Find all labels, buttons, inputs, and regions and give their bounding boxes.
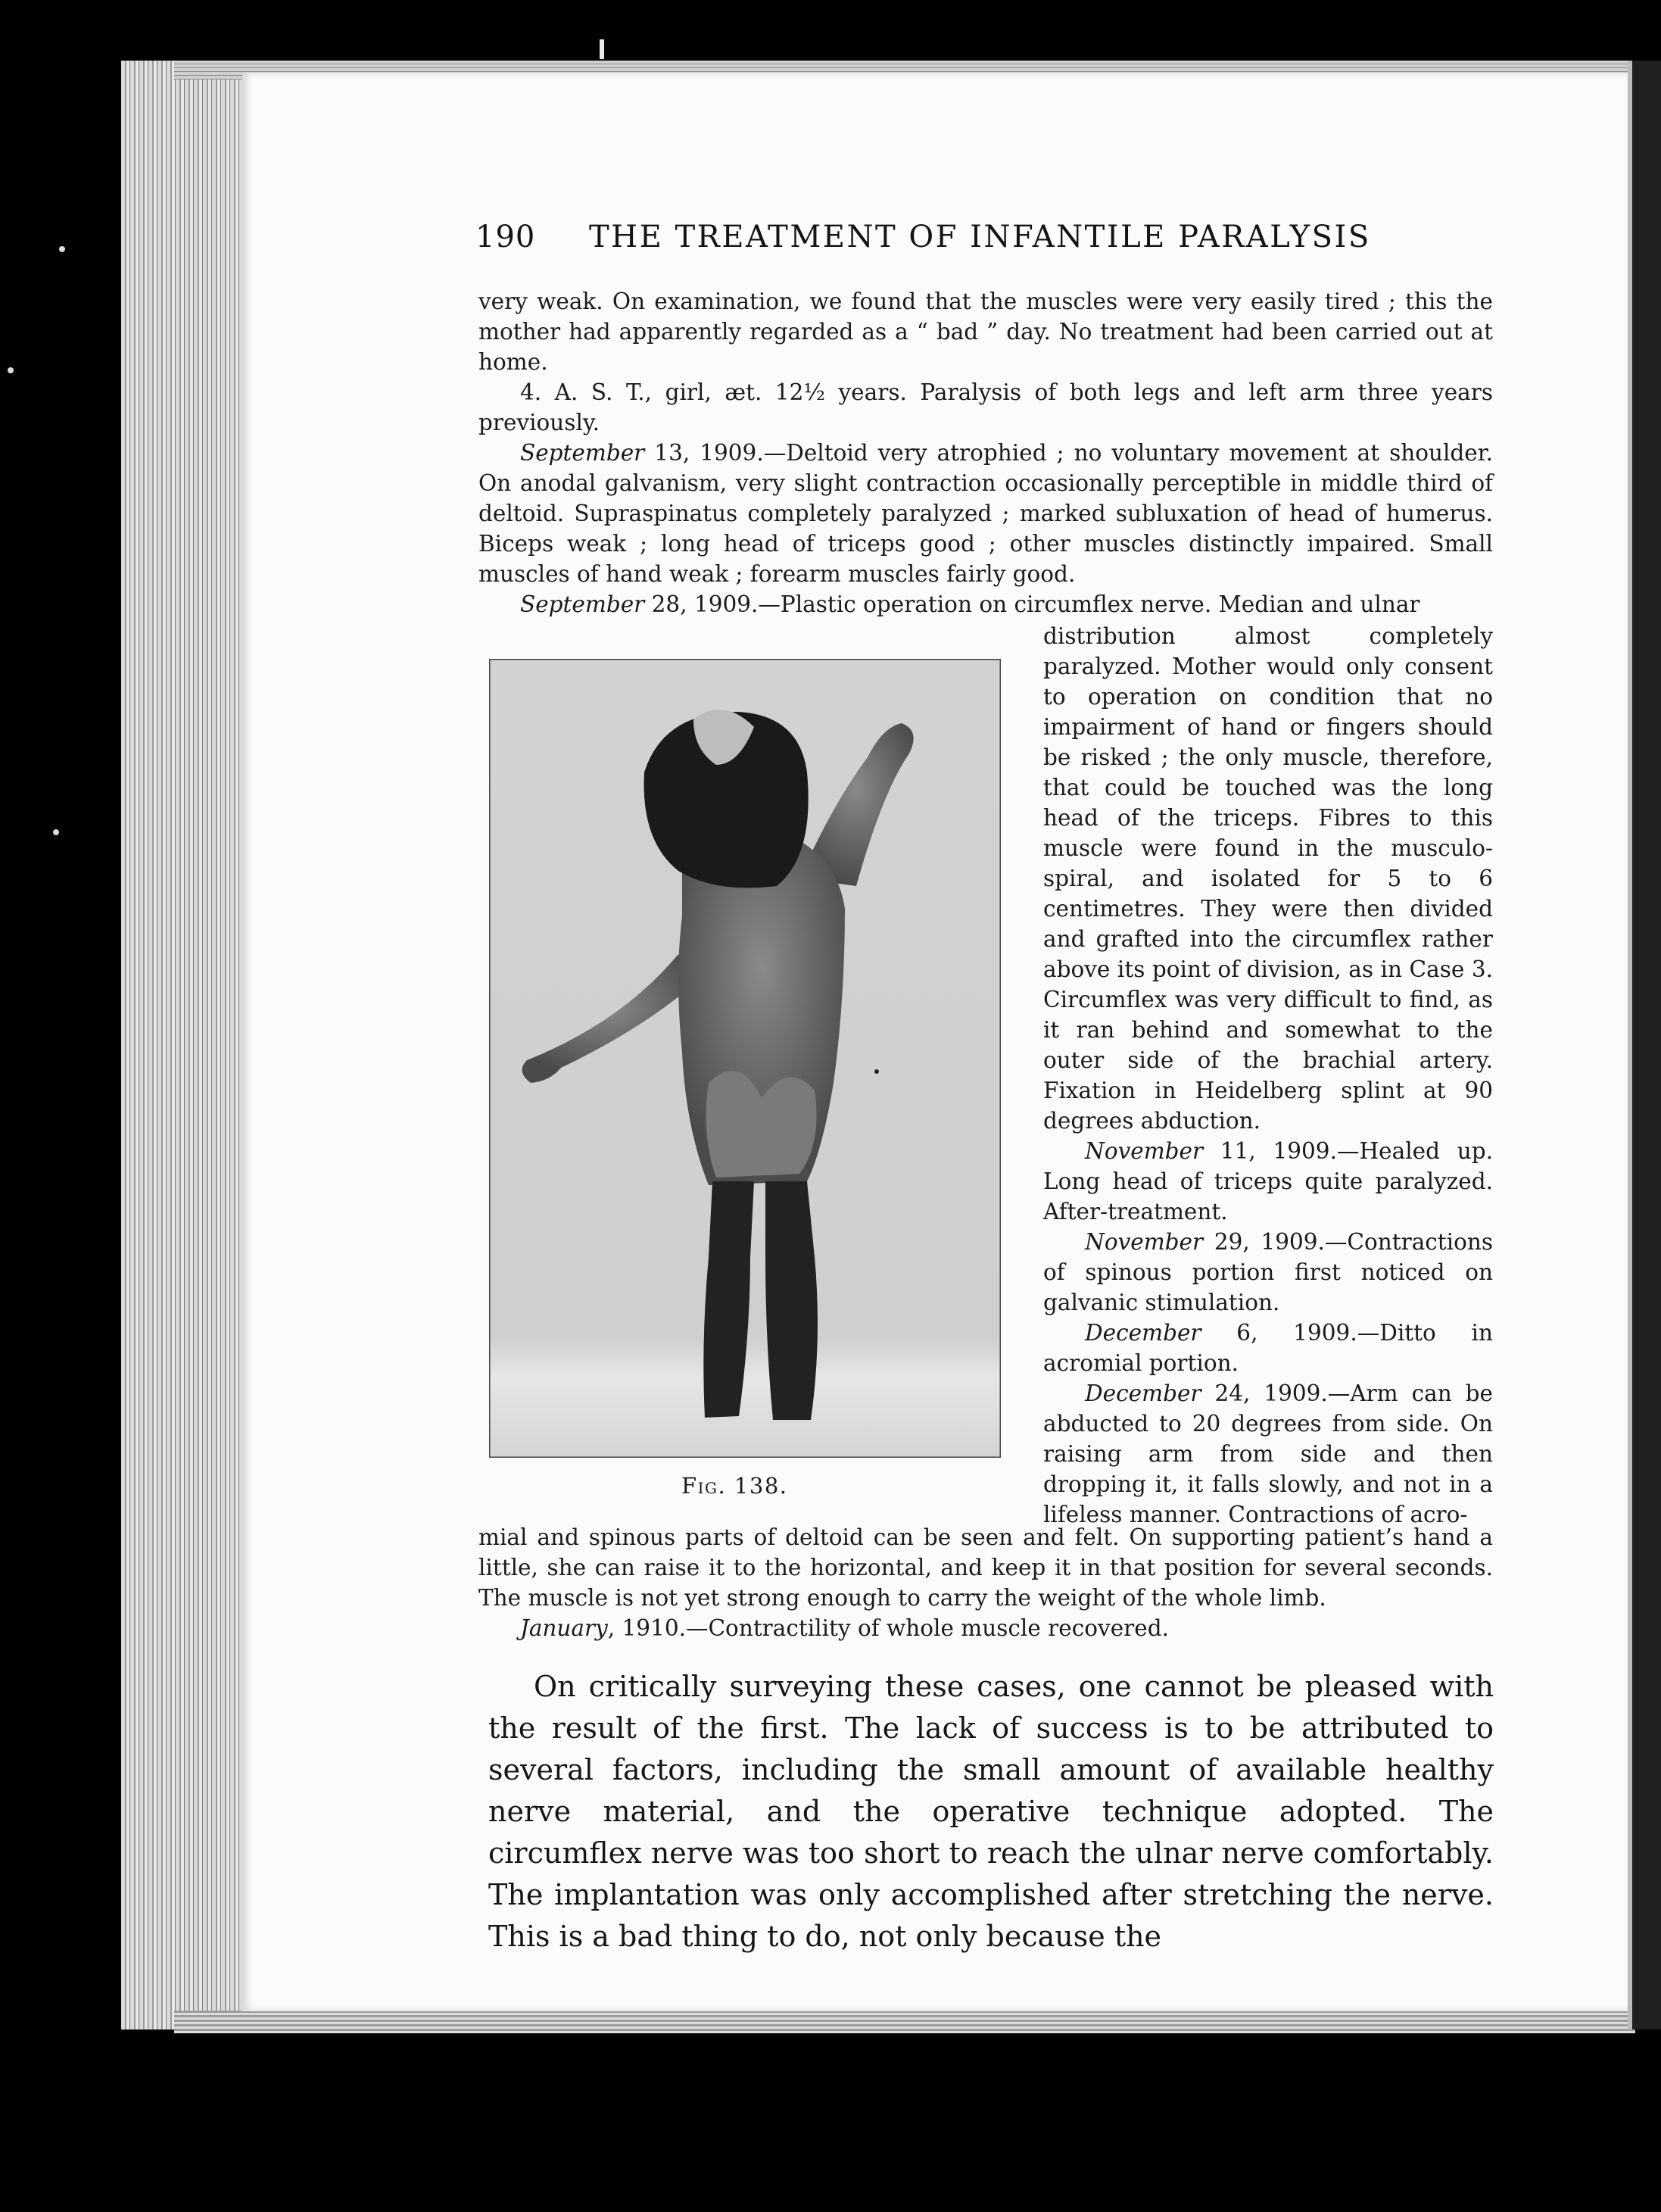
case-4-intro: 4. A. S. T., girl, æt. 12½ years. Paralysis of both legs and left arm three years previously. [478, 379, 1493, 435]
date-label: September [520, 440, 645, 466]
book-right-edge [1628, 61, 1661, 2029]
date-label: January [520, 1615, 608, 1641]
date-label: December [1085, 1320, 1201, 1346]
running-title: THE TREATMENT OF INFANTILE PARALYSIS [589, 220, 1371, 254]
case-4-dec-24: December 24, 1909.—Arm can be abducted to 20 degrees from side. On raising arm from side and then dropping it, it falls slowly, and not in a lifeless manner. Contractions of acro- [1043, 1381, 1493, 1527]
paragraph-continuation: very weak. On examination, we found that the muscles were very easily tired ; this the mother had apparently regarded as a “ bad ” day. No treatment had been carried out at home. [478, 289, 1493, 375]
page-number: 190 [475, 220, 536, 254]
date-label: September [520, 591, 645, 617]
case-notes-bottom [478, 1522, 1493, 1643]
case-4-jan: January, 1910.—Contractility of whole muscle recovered. [520, 1615, 1169, 1641]
book-page-edges [121, 61, 250, 2029]
case-4-nov-11: November 11, 1909.—Healed up. Long head of triceps quite paralyzed. After-treatment. [1043, 1138, 1493, 1225]
bottom-continuation: mial and spinous parts of deltoid can be seen and felt. On supporting patient’s hand a little, she can raise it to the horizontal, and keep it in that position for several seconds. The muscle is not yet strong enough to carry the weight of the whole limb. [478, 1524, 1493, 1611]
scan-mark [600, 39, 604, 59]
scan-speck [59, 246, 65, 252]
scan-speck [53, 829, 59, 835]
discussion-paragraph: On critically surveying these cases, one cannot be pleased with the result of the first. The lack of success is to be attributed to several factors, including the small amount of available healthy nerve material, and the operative technique adopted. The circumflex nerve was too short to reach the ulnar nerve comfortably. The implantation was only accomplished after stretching the nerve. This is a bad thing to do, not only because the [488, 1670, 1494, 1953]
side-continuation: distribution almost completely paralyzed. Mother would only consent to operation on condition that no impairment of hand or fingers should be risked ; the only muscle, therefore, that could be touched was the long head of the triceps. Fibres to this muscle were found in the musculo-spiral, and isolated for 5 to 6 centimetres. They were then divided and grafted into the circumflex rather above its point of division, as in Case 3. Circumflex was very difficult to find, as it ran behind and somewhat to the outer side of the brachial artery. Fixation in Heidelberg splint at 90 degrees abduction. [1043, 623, 1493, 1134]
date-label: November [1085, 1229, 1204, 1255]
running-header [475, 220, 1490, 254]
case-4-dec-6: December 6, 1909.—Ditto in acromial portion. [1043, 1320, 1493, 1376]
case-4-sept-28: September 28, 1909.—Plastic operation on circumflex nerve. Median and ulnar [520, 591, 1420, 617]
figure-photograph [489, 659, 1001, 1458]
case-4-sept-13: September 13, 1909.—Deltoid very atrophied ; no voluntary movement at shoulder. On anodal galvanism, very slight contraction occasionally perceptible in middle third of deltoid. Supraspinatus completely paralyzed ; marked subluxation of head of humerus. Biceps weak ; long head of triceps good ; other muscles distinctly impaired. Small muscles of hand weak ; forearm muscles fairly good. [478, 440, 1493, 587]
case-notes-top [478, 286, 1493, 619]
book-bottom-edge [174, 2011, 1635, 2033]
case-notes-side-column [1043, 621, 1493, 1530]
scan-speck [8, 367, 14, 373]
case-4-nov-29: November 29, 1909.—Contractions of spinous portion first noticed on galvanic stimulation. [1043, 1229, 1493, 1315]
date-label: November [1085, 1138, 1204, 1164]
figure-caption: Fig. 138. [681, 1473, 788, 1499]
patient-photo-image [489, 659, 1001, 1458]
date-label: December [1085, 1381, 1201, 1406]
